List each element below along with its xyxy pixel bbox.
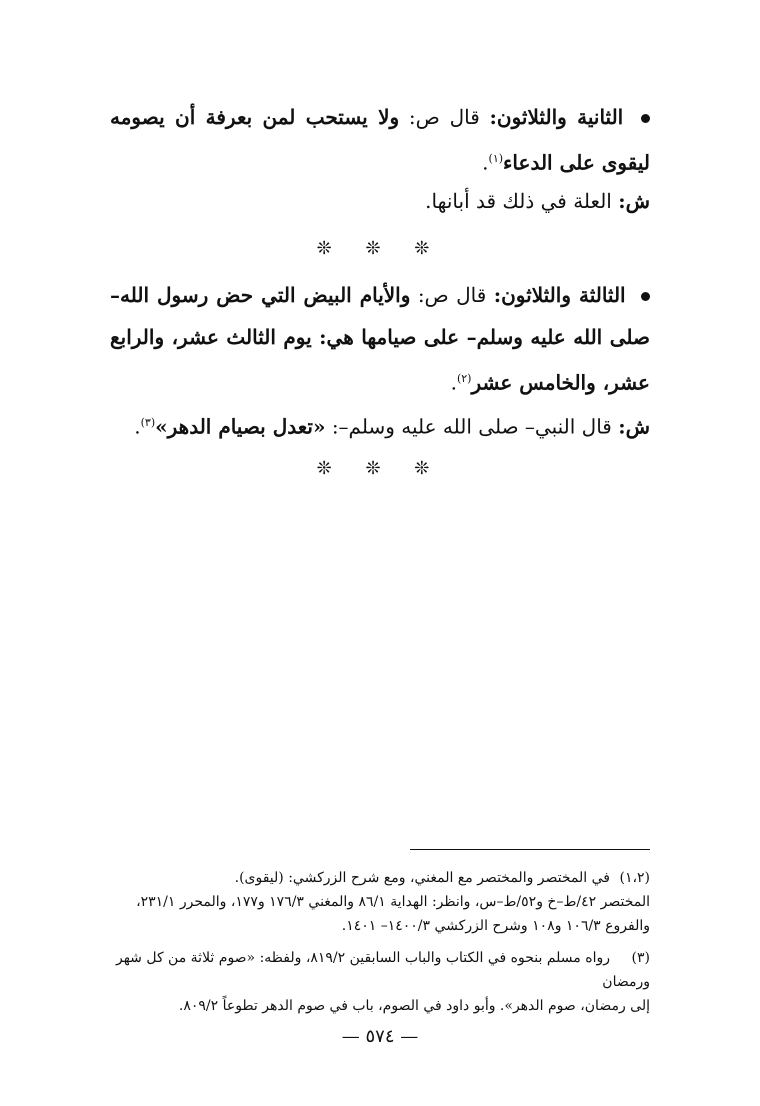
item-said: قال ص: [408, 105, 480, 129]
section-separator: ❊ ❊ ❊ [316, 238, 444, 259]
footnote-line: (١،٢)في المختصر والمختصر مع المغني، ومع شرح الزركشي: (ليقوى). [90, 866, 650, 890]
footnote-ref: (٢) [456, 372, 472, 385]
footnote-line: والفروع ١٠٦/٣ و١٠٨ وشرح الزركشي ١٤٠٠/٣– ١٤٠١. [341, 918, 650, 934]
item-heading: الثانية والثلاثون: [489, 105, 624, 129]
sharh-label: ش: [618, 414, 650, 439]
section-separator: ❊ ❊ ❊ [316, 458, 444, 479]
footnote-ref: (١) [488, 152, 504, 165]
sharh-text: العلة في ذلك قد أبانها. [425, 189, 612, 213]
footnote-number: (١،٢) [619, 870, 650, 886]
footnote-3 [90, 946, 650, 1018]
footnote-divider [410, 849, 650, 850]
item-end: . [482, 150, 489, 175]
item-32 [110, 96, 650, 184]
footnote-number: (٣) [631, 950, 650, 966]
sharh-33 [110, 402, 650, 448]
item-said: قال ص: [417, 283, 487, 307]
footnote-ref: (٣) [140, 416, 156, 429]
item-text: والأيام البيض التي حض رسول الله– صلى الله عليه وسلم– على صيامها هي: يوم الثالث عشر، والرابع عشر، والخامس عشر [110, 283, 650, 395]
sharh-end: . [134, 414, 141, 439]
sharh-quote: «تعدل بصيام الدهر» [155, 414, 326, 439]
sharh-text: قال النبي– صلى الله عليه وسلم–: [331, 414, 612, 439]
sharh-label: ش: [618, 189, 650, 213]
item-33 [110, 274, 650, 404]
page-number: — ٥٧٤ — [341, 1026, 419, 1047]
footnote-line: (٣)رواه مسلم بنحوه في الكتاب والباب السابقين ٨١٩/٢، ولفظه: «صوم ثلاثة من كل شهر ورمضان [90, 946, 650, 994]
footnote-line: إلى رمضان، صوم الدهر». وأبو داود في الصوم، باب في صوم الدهر تطوعاً ٨٠٩/٢. [178, 998, 650, 1014]
sharh-32 [110, 180, 650, 222]
item-end: . [450, 370, 457, 395]
bullet-icon [641, 292, 650, 301]
bullet-icon [641, 114, 650, 123]
item-heading: الثالثة والثلاثون: [493, 283, 626, 307]
footnote-line: المختصر ٤٢/ط–خ و٥٢/ط–س، وانظر: الهداية ٨٦/١ والمغني ١٧٦/٣ و١٧٧، والمحرر ٢٣١/١، [136, 894, 650, 910]
footnote-1-2 [90, 866, 650, 938]
item-text: ولا يستحب لمن بعرفة أن يصومه ليقوى على الدعاء [110, 105, 650, 175]
